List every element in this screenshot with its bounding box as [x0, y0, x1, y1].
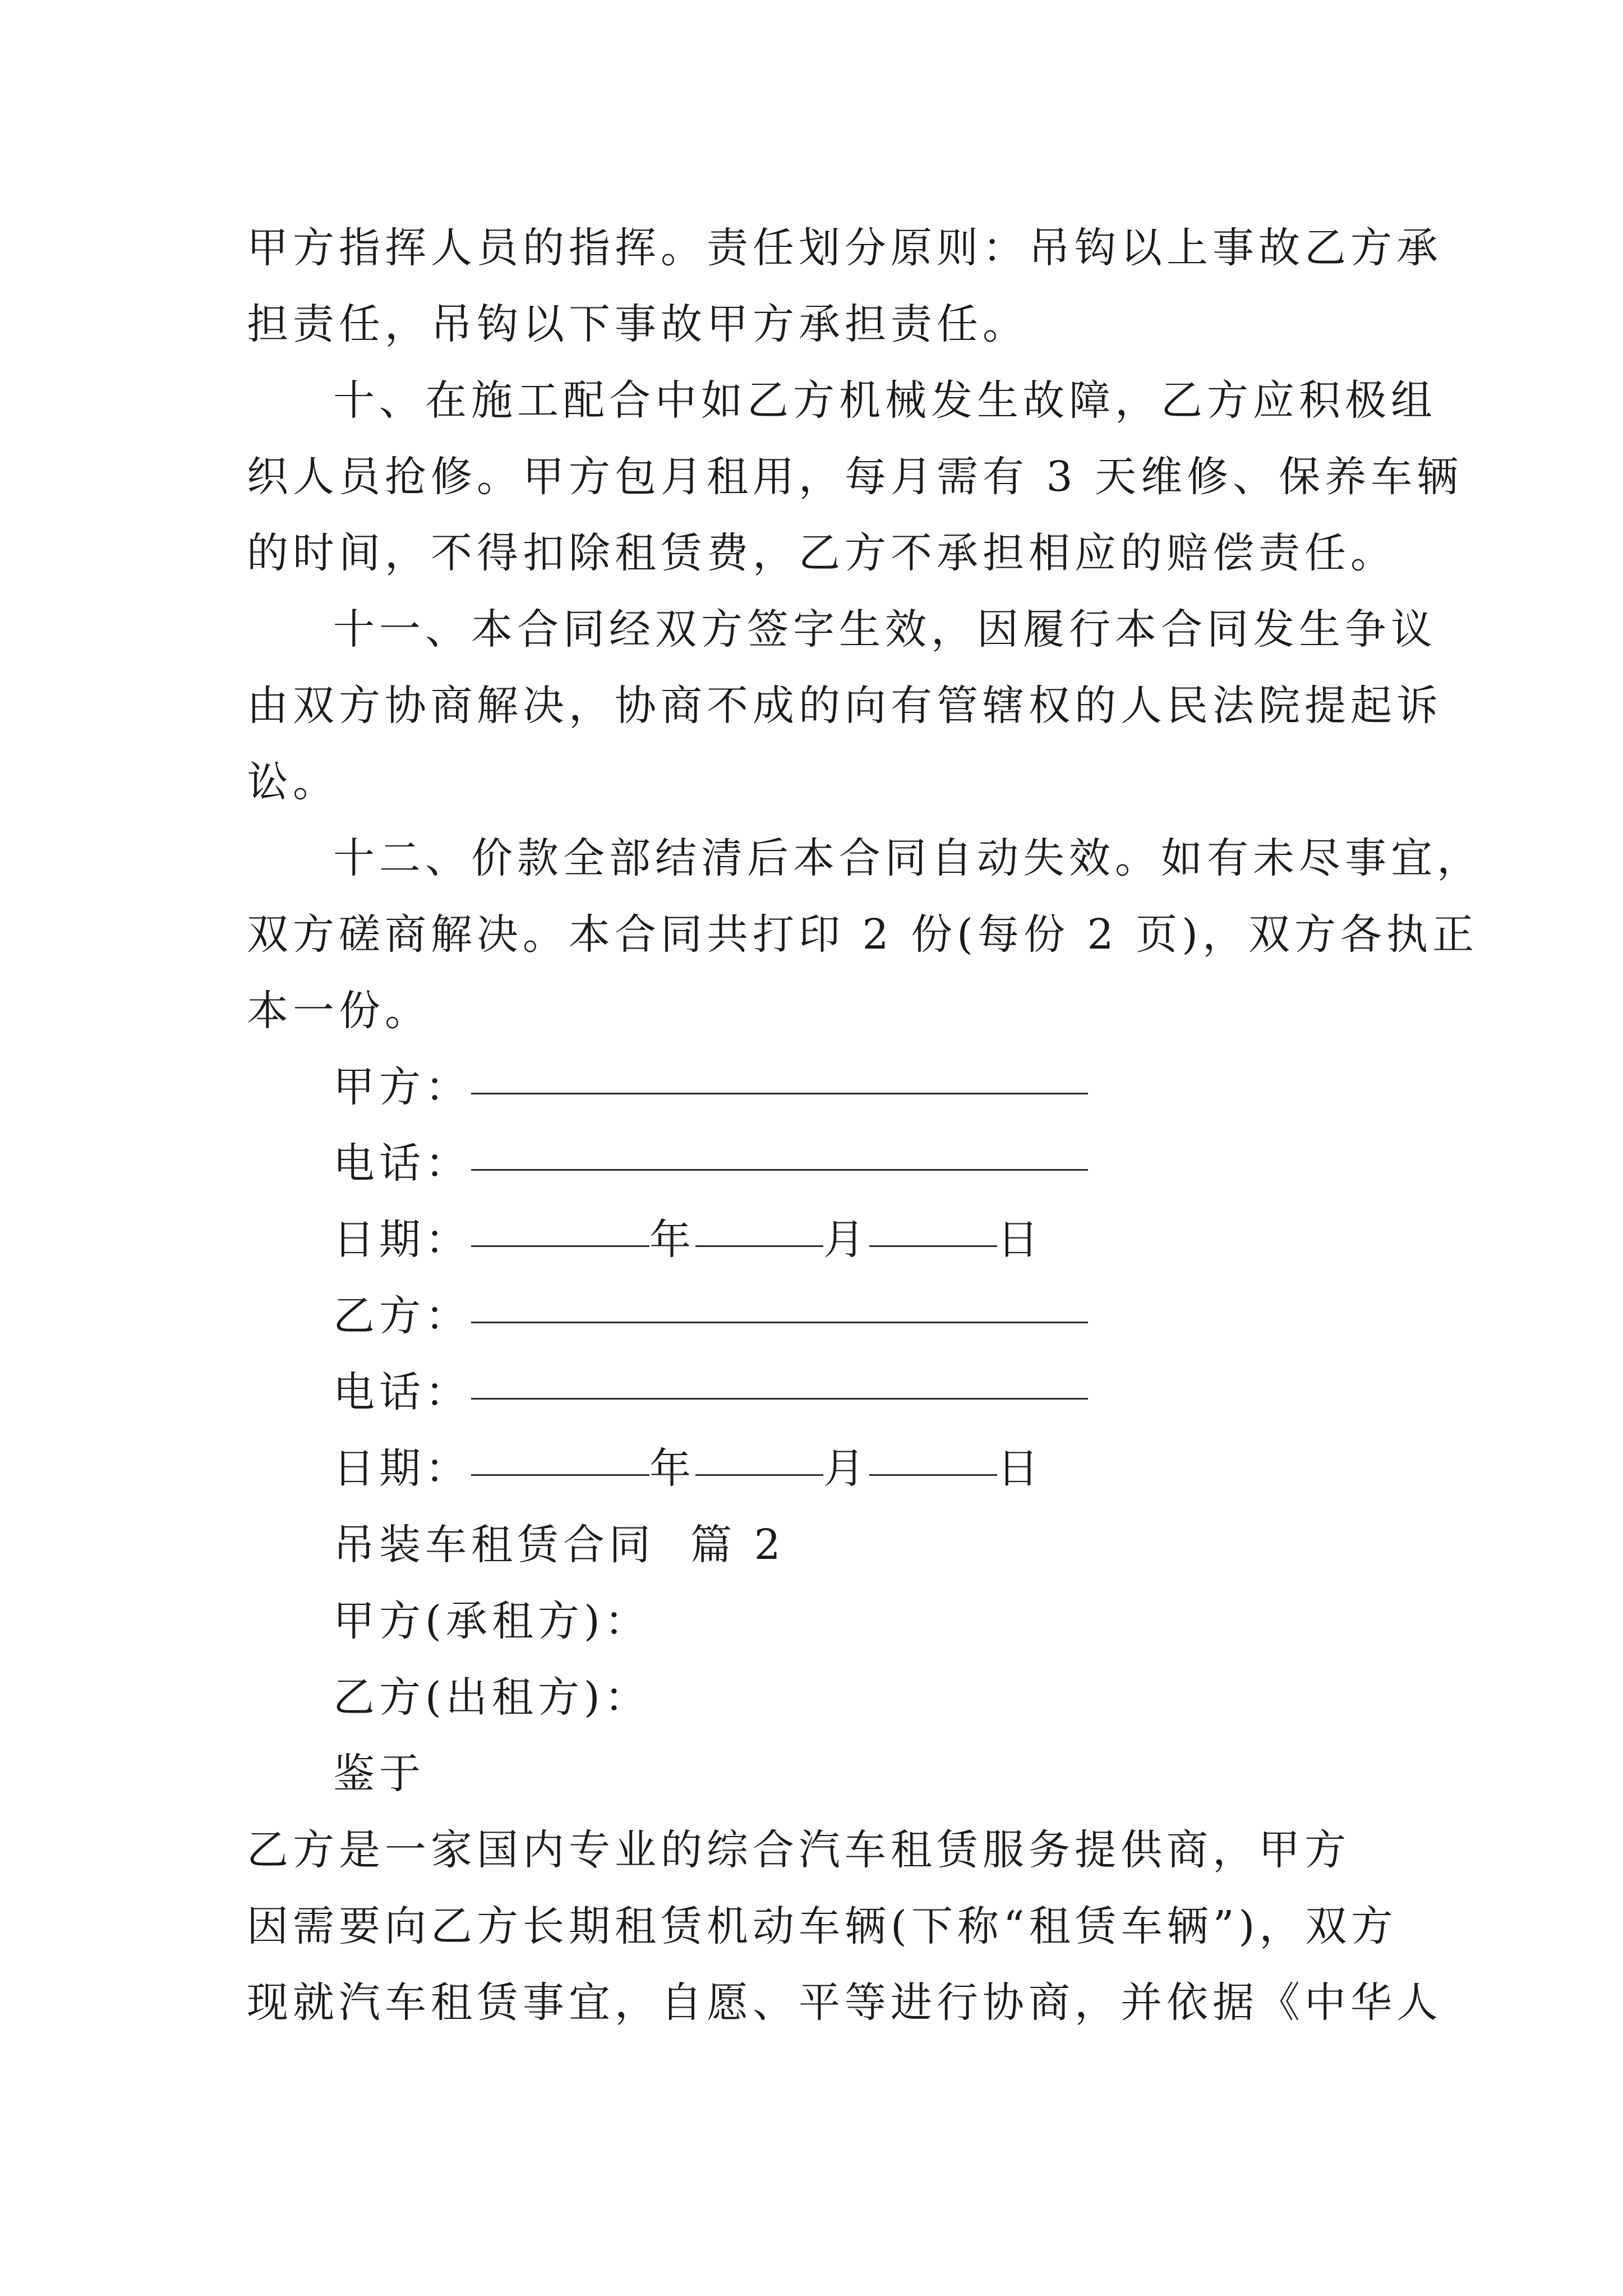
month-label: 月: [823, 1444, 869, 1493]
clause-11-line: 十一、本合同经双方签字生效，因履行本合同发生争议: [333, 605, 1437, 654]
month-label: 月: [823, 1216, 869, 1264]
paragraph-line: 织人员抢修。甲方包月租用，每月需有 3 天维修、保养车辆: [247, 453, 1463, 501]
year-label: 年: [649, 1444, 695, 1493]
clause-10-line: 十、在施工配合中如乙方机械发生故障，乙方应积极组: [333, 376, 1437, 425]
clause-12-line: 十二、价款全部结清后本合同自动失效。如有未尽事宜，: [333, 834, 1483, 882]
paragraph-line: 由双方协商解决，协商不成的向有管辖权的人民法院提起诉: [247, 682, 1442, 730]
section-2-whereas: 鉴于: [333, 1750, 425, 1798]
section-2-title: 吊装车租赁合同 篇 2: [333, 1521, 785, 1569]
paragraph-line: 双方磋商解决。本合同共打印 2 份(每份 2 页)，双方各执正: [247, 910, 1478, 959]
paragraph-line: 的时间，不得扣除租赁费，乙方不承担相应的赔偿责任。: [247, 529, 1396, 577]
party-a-year-blank[interactable]: [471, 1202, 649, 1247]
party-a-day-blank[interactable]: [869, 1202, 997, 1247]
party-a-blank[interactable]: [471, 1049, 1088, 1094]
party-b-date-row: [247, 1430, 1391, 1507]
section-2-line: 乙方是一家国内专业的综合汽车租赁服务提供商，甲方: [247, 1826, 1350, 1874]
paragraph-line: 担责任，吊钩以下事故甲方承担责任。: [247, 300, 1029, 348]
party-b-day-blank[interactable]: [869, 1430, 997, 1476]
party-b-date-label: 日期：: [333, 1444, 471, 1493]
section-2-line: 因需要向乙方长期租赁机动车辆(下称“租赁车辆”)，双方: [247, 1902, 1398, 1950]
paragraph-line: 甲方指挥人员的指挥。责任划分原则：吊钩以上事故乙方承: [247, 224, 1442, 272]
party-a-label: 甲方：: [333, 1063, 471, 1111]
party-a-phone-row: [247, 1125, 1391, 1202]
party-b-phone-label: 电话：: [333, 1368, 471, 1416]
party-b-phone-blank[interactable]: [471, 1354, 1088, 1400]
section-2-line: 现就汽车租赁事宜，自愿、平等进行协商，并依据《中华人: [247, 1978, 1442, 2027]
party-b-signature-row: [247, 1278, 1391, 1354]
party-a-month-blank[interactable]: [695, 1202, 823, 1247]
party-b-phone-row: [247, 1354, 1391, 1430]
paragraph-line: 讼。: [247, 758, 339, 806]
party-a-phone-blank[interactable]: [471, 1125, 1088, 1171]
party-a-phone-label: 电话：: [333, 1139, 471, 1188]
day-label: 日: [997, 1444, 1043, 1493]
paragraph-line: 本一份。: [247, 987, 431, 1035]
section-2-party-a: 甲方(承租方)：: [333, 1597, 651, 1645]
year-label: 年: [649, 1216, 695, 1264]
party-a-date-label: 日期：: [333, 1216, 471, 1264]
party-a-signature-row: [247, 1049, 1391, 1125]
document-body: [247, 210, 1483, 2041]
day-label: 日: [997, 1216, 1043, 1264]
party-a-date-row: [247, 1202, 1391, 1278]
party-b-label: 乙方：: [333, 1292, 471, 1340]
section-2-party-b: 乙方(出租方)：: [333, 1673, 651, 1722]
party-b-blank[interactable]: [471, 1278, 1088, 1323]
party-b-month-blank[interactable]: [695, 1430, 823, 1476]
party-b-year-blank[interactable]: [471, 1430, 649, 1476]
